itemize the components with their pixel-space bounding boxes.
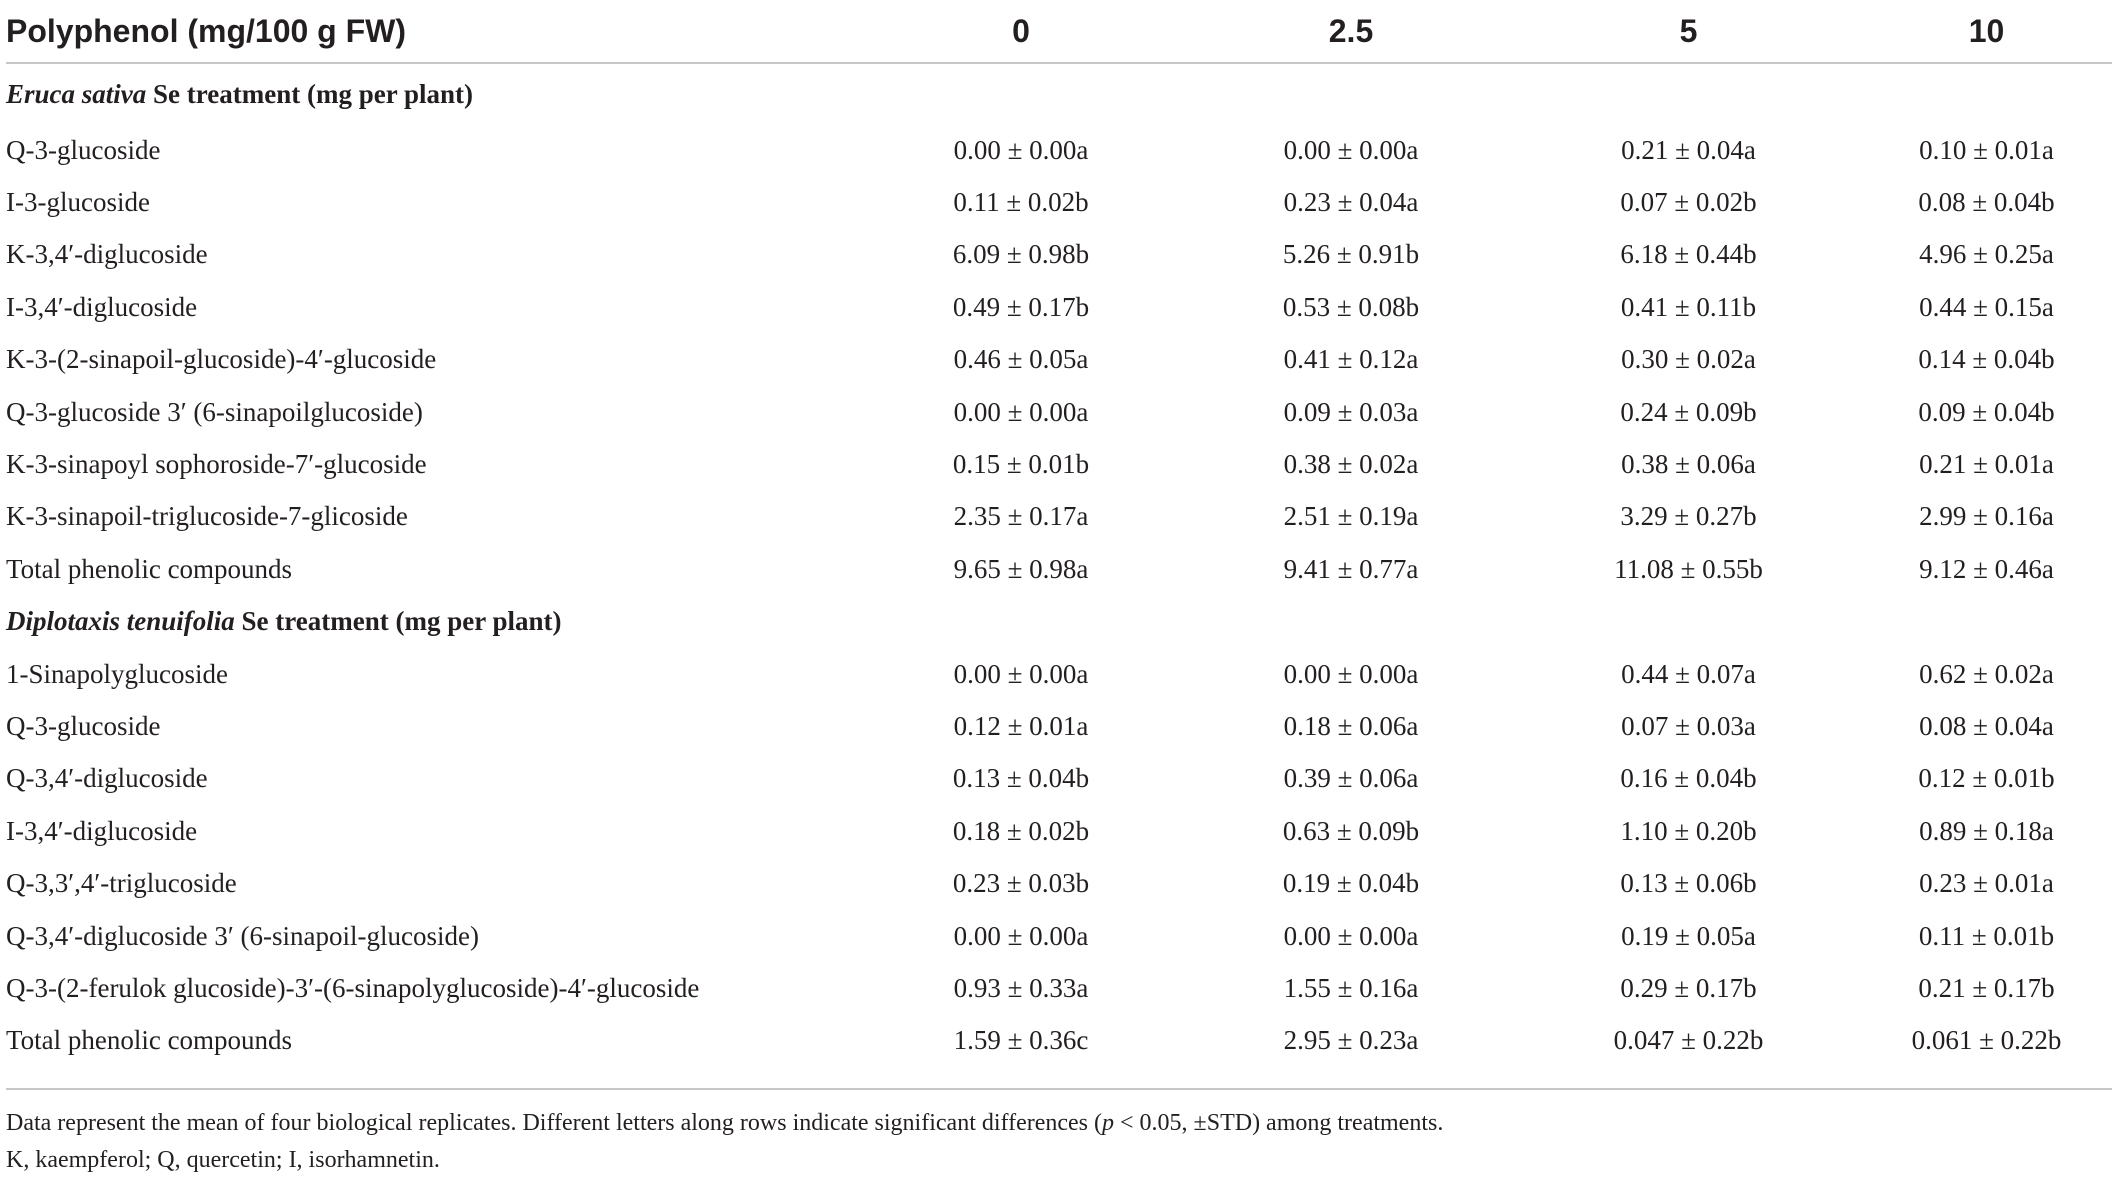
value-cell: 0.13 ± 0.06b xyxy=(1620,868,1757,899)
value-cell: 0.00 ± 0.00a xyxy=(953,658,1089,689)
polyphenol-table xyxy=(6,0,2112,1067)
section-species: Eruca sativa xyxy=(6,78,147,109)
value-cell: 0.11 ± 0.02b xyxy=(953,187,1089,218)
value-cell: 0.89 ± 0.18a xyxy=(1919,815,2054,846)
value-cell: 1.55 ± 0.16a xyxy=(1283,972,1419,1003)
header-dose-10: 10 xyxy=(1861,0,2112,63)
value-cell: 0.14 ± 0.04b xyxy=(1918,344,2055,375)
value-cell: 0.07 ± 0.03a xyxy=(1621,710,1756,741)
value-cell: 0.15 ± 0.01b xyxy=(952,449,1090,480)
table-row xyxy=(6,648,2112,700)
compound-name: Q-3,4′-diglucoside xyxy=(6,763,208,794)
table-row xyxy=(6,805,2112,857)
compound-name: Q-3-glucoside xyxy=(6,710,161,741)
value-cell: 0.00 ± 0.00a xyxy=(1283,658,1419,689)
footnote-statistics-text: Data represent the mean of four biological replicates. Different letters along rows indicate significant differences ( xyxy=(6,1110,1103,1136)
footnote-statistics xyxy=(6,1105,2106,1142)
value-cell: 0.07 ± 0.02b xyxy=(1620,187,1757,218)
table-row xyxy=(6,229,2112,281)
value-cell: 0.00 ± 0.00a xyxy=(953,134,1089,165)
value-cell: 0.00 ± 0.00a xyxy=(953,396,1089,427)
table-footnotes xyxy=(6,1105,2106,1179)
footnote-abbreviations: K, kaempferol; Q, quercetin; I, isorhamnetin. xyxy=(6,1147,440,1173)
section-species: Diplotaxis tenuifolia xyxy=(6,606,235,637)
table-row xyxy=(6,281,2112,333)
value-cell: 4.96 ± 0.25a xyxy=(1919,239,2054,270)
value-cell: 0.11 ± 0.01b xyxy=(1918,920,2055,951)
header-dose-2-5: 2.5 xyxy=(1186,0,1516,63)
table-row xyxy=(6,543,2112,595)
value-cell: 0.12 ± 0.01b xyxy=(1918,763,2055,794)
header-dose-5: 5 xyxy=(1516,0,1861,63)
section-heading-row xyxy=(6,596,2112,648)
value-cell: 9.41 ± 0.77a xyxy=(1283,553,1419,584)
compound-name: I-3,4′-diglucoside xyxy=(6,291,198,322)
polyphenol-table-container xyxy=(6,0,2112,1067)
header-row xyxy=(6,0,2112,63)
table-row xyxy=(6,910,2112,962)
value-cell: 2.35 ± 0.17a xyxy=(953,501,1089,532)
value-cell: 0.41 ± 0.12a xyxy=(1283,344,1419,375)
value-cell: 0.93 ± 0.33a xyxy=(953,972,1089,1003)
value-cell: 0.00 ± 0.00a xyxy=(953,920,1089,951)
value-cell: 0.19 ± 0.04b xyxy=(1282,868,1420,899)
compound-name: Q-3-(2-ferulok glucoside)-3′-(6-sinapolyglucoside)-4′-glucoside xyxy=(6,972,700,1003)
value-cell: 0.23 ± 0.04a xyxy=(1283,187,1419,218)
compound-name: I-3-glucoside xyxy=(6,187,150,218)
value-cell: 0.00 ± 0.00a xyxy=(1283,134,1419,165)
value-cell: 5.26 ± 0.91b xyxy=(1282,239,1420,270)
section-heading-row xyxy=(6,63,2112,124)
compound-name: K-3-sinapoil-triglucoside-7-glicoside xyxy=(6,501,408,532)
value-cell: 0.21 ± 0.17b xyxy=(1918,972,2055,1003)
section-heading xyxy=(6,63,2112,124)
compound-name: Q-3-glucoside xyxy=(6,134,161,165)
compound-name: K-3,4′-diglucoside xyxy=(6,239,208,270)
value-cell: 0.047 ± 0.22b xyxy=(1613,1025,1764,1056)
footnote-statistics-text-end: < 0.05, ±STD) among treatments. xyxy=(1114,1110,1444,1136)
value-cell: 6.18 ± 0.44b xyxy=(1620,239,1757,270)
value-cell: 0.49 ± 0.17b xyxy=(952,291,1090,322)
table-row xyxy=(6,700,2112,752)
section-label: Se treatment (mg per plant) xyxy=(153,78,473,109)
value-cell: 6.09 ± 0.98b xyxy=(952,239,1090,270)
compound-name: K-3-(2-sinapoil-glucoside)-4′-glucoside xyxy=(6,344,437,375)
value-cell: 0.41 ± 0.11b xyxy=(1620,291,1757,322)
value-cell: 0.061 ± 0.22b xyxy=(1911,1025,2062,1056)
table-body xyxy=(6,63,2112,1067)
table-row xyxy=(6,176,2112,228)
value-cell: 0.00 ± 0.00a xyxy=(1283,920,1419,951)
value-cell: 0.19 ± 0.05a xyxy=(1621,920,1756,951)
header-dose-0: 0 xyxy=(856,0,1186,63)
value-cell: 0.21 ± 0.04a xyxy=(1621,134,1756,165)
compound-name: Q-3-glucoside 3′ (6-sinapoilglucoside) xyxy=(6,396,423,427)
value-cell: 0.09 ± 0.04b xyxy=(1918,396,2055,427)
value-cell: 0.23 ± 0.01a xyxy=(1919,868,2054,899)
value-cell: 0.13 ± 0.04b xyxy=(952,763,1090,794)
value-cell: 1.10 ± 0.20b xyxy=(1620,815,1757,846)
value-cell: 0.63 ± 0.09b xyxy=(1282,815,1420,846)
value-cell: 0.38 ± 0.06a xyxy=(1621,449,1756,480)
value-cell: 2.95 ± 0.23a xyxy=(1283,1025,1419,1056)
value-cell: 0.46 ± 0.05a xyxy=(953,344,1089,375)
value-cell: 0.24 ± 0.09b xyxy=(1620,396,1757,427)
table-header xyxy=(6,0,2112,63)
value-cell: 9.65 ± 0.98a xyxy=(953,553,1089,584)
table-row xyxy=(6,124,2112,176)
value-cell: 0.16 ± 0.04b xyxy=(1620,763,1757,794)
value-cell: 0.18 ± 0.02b xyxy=(952,815,1090,846)
value-cell: 0.44 ± 0.15a xyxy=(1919,291,2054,322)
table-row xyxy=(6,438,2112,490)
footnote-p-symbol: p xyxy=(1102,1110,1115,1136)
value-cell: 0.29 ± 0.17b xyxy=(1620,972,1757,1003)
section-label: Se treatment (mg per plant) xyxy=(241,606,562,637)
section-heading xyxy=(6,596,2112,648)
value-cell: 0.44 ± 0.07a xyxy=(1621,658,1756,689)
compound-name: Total phenolic compounds xyxy=(6,1025,293,1056)
value-cell: 0.08 ± 0.04b xyxy=(1918,187,2055,218)
value-cell: 0.23 ± 0.03b xyxy=(952,868,1090,899)
header-polyphenol: Polyphenol (mg/100 g FW) xyxy=(6,0,856,63)
value-cell: 0.62 ± 0.02a xyxy=(1919,658,2054,689)
value-cell: 9.12 ± 0.46a xyxy=(1919,553,2054,584)
value-cell: 0.08 ± 0.04a xyxy=(1919,710,2054,741)
table-row xyxy=(6,334,2112,386)
value-cell: 2.51 ± 0.19a xyxy=(1283,501,1419,532)
value-cell: 0.39 ± 0.06a xyxy=(1283,763,1419,794)
table-row xyxy=(6,1015,2112,1067)
value-cell: 0.30 ± 0.02a xyxy=(1621,344,1756,375)
table-row xyxy=(6,962,2112,1014)
value-cell: 3.29 ± 0.27b xyxy=(1620,501,1757,532)
table-row xyxy=(6,386,2112,438)
value-cell: 1.59 ± 0.36c xyxy=(953,1025,1089,1056)
table-bottom-rule xyxy=(6,1088,2112,1090)
value-cell: 0.10 ± 0.01a xyxy=(1919,134,2054,165)
table-row xyxy=(6,753,2112,805)
compound-name: K-3-sinapoyl sophoroside-7′-glucoside xyxy=(6,449,427,480)
value-cell: 0.21 ± 0.01a xyxy=(1919,449,2054,480)
table-row xyxy=(6,857,2112,909)
table-row xyxy=(6,491,2112,543)
compound-name: Total phenolic compounds xyxy=(6,553,293,584)
value-cell: 11.08 ± 0.55b xyxy=(1614,553,1763,584)
compound-name: 1-Sinapolyglucoside xyxy=(6,658,228,689)
value-cell: 0.12 ± 0.01a xyxy=(953,710,1089,741)
value-cell: 0.53 ± 0.08b xyxy=(1282,291,1420,322)
value-cell: 2.99 ± 0.16a xyxy=(1919,501,2054,532)
compound-name: Q-3,4′-diglucoside 3′ (6-sinapoil-glucoside) xyxy=(6,920,479,951)
value-cell: 0.09 ± 0.03a xyxy=(1283,396,1419,427)
value-cell: 0.18 ± 0.06a xyxy=(1283,710,1419,741)
compound-name: Q-3,3′,4′-triglucoside xyxy=(6,868,237,899)
compound-name: I-3,4′-diglucoside xyxy=(6,815,198,846)
value-cell: 0.38 ± 0.02a xyxy=(1283,449,1419,480)
